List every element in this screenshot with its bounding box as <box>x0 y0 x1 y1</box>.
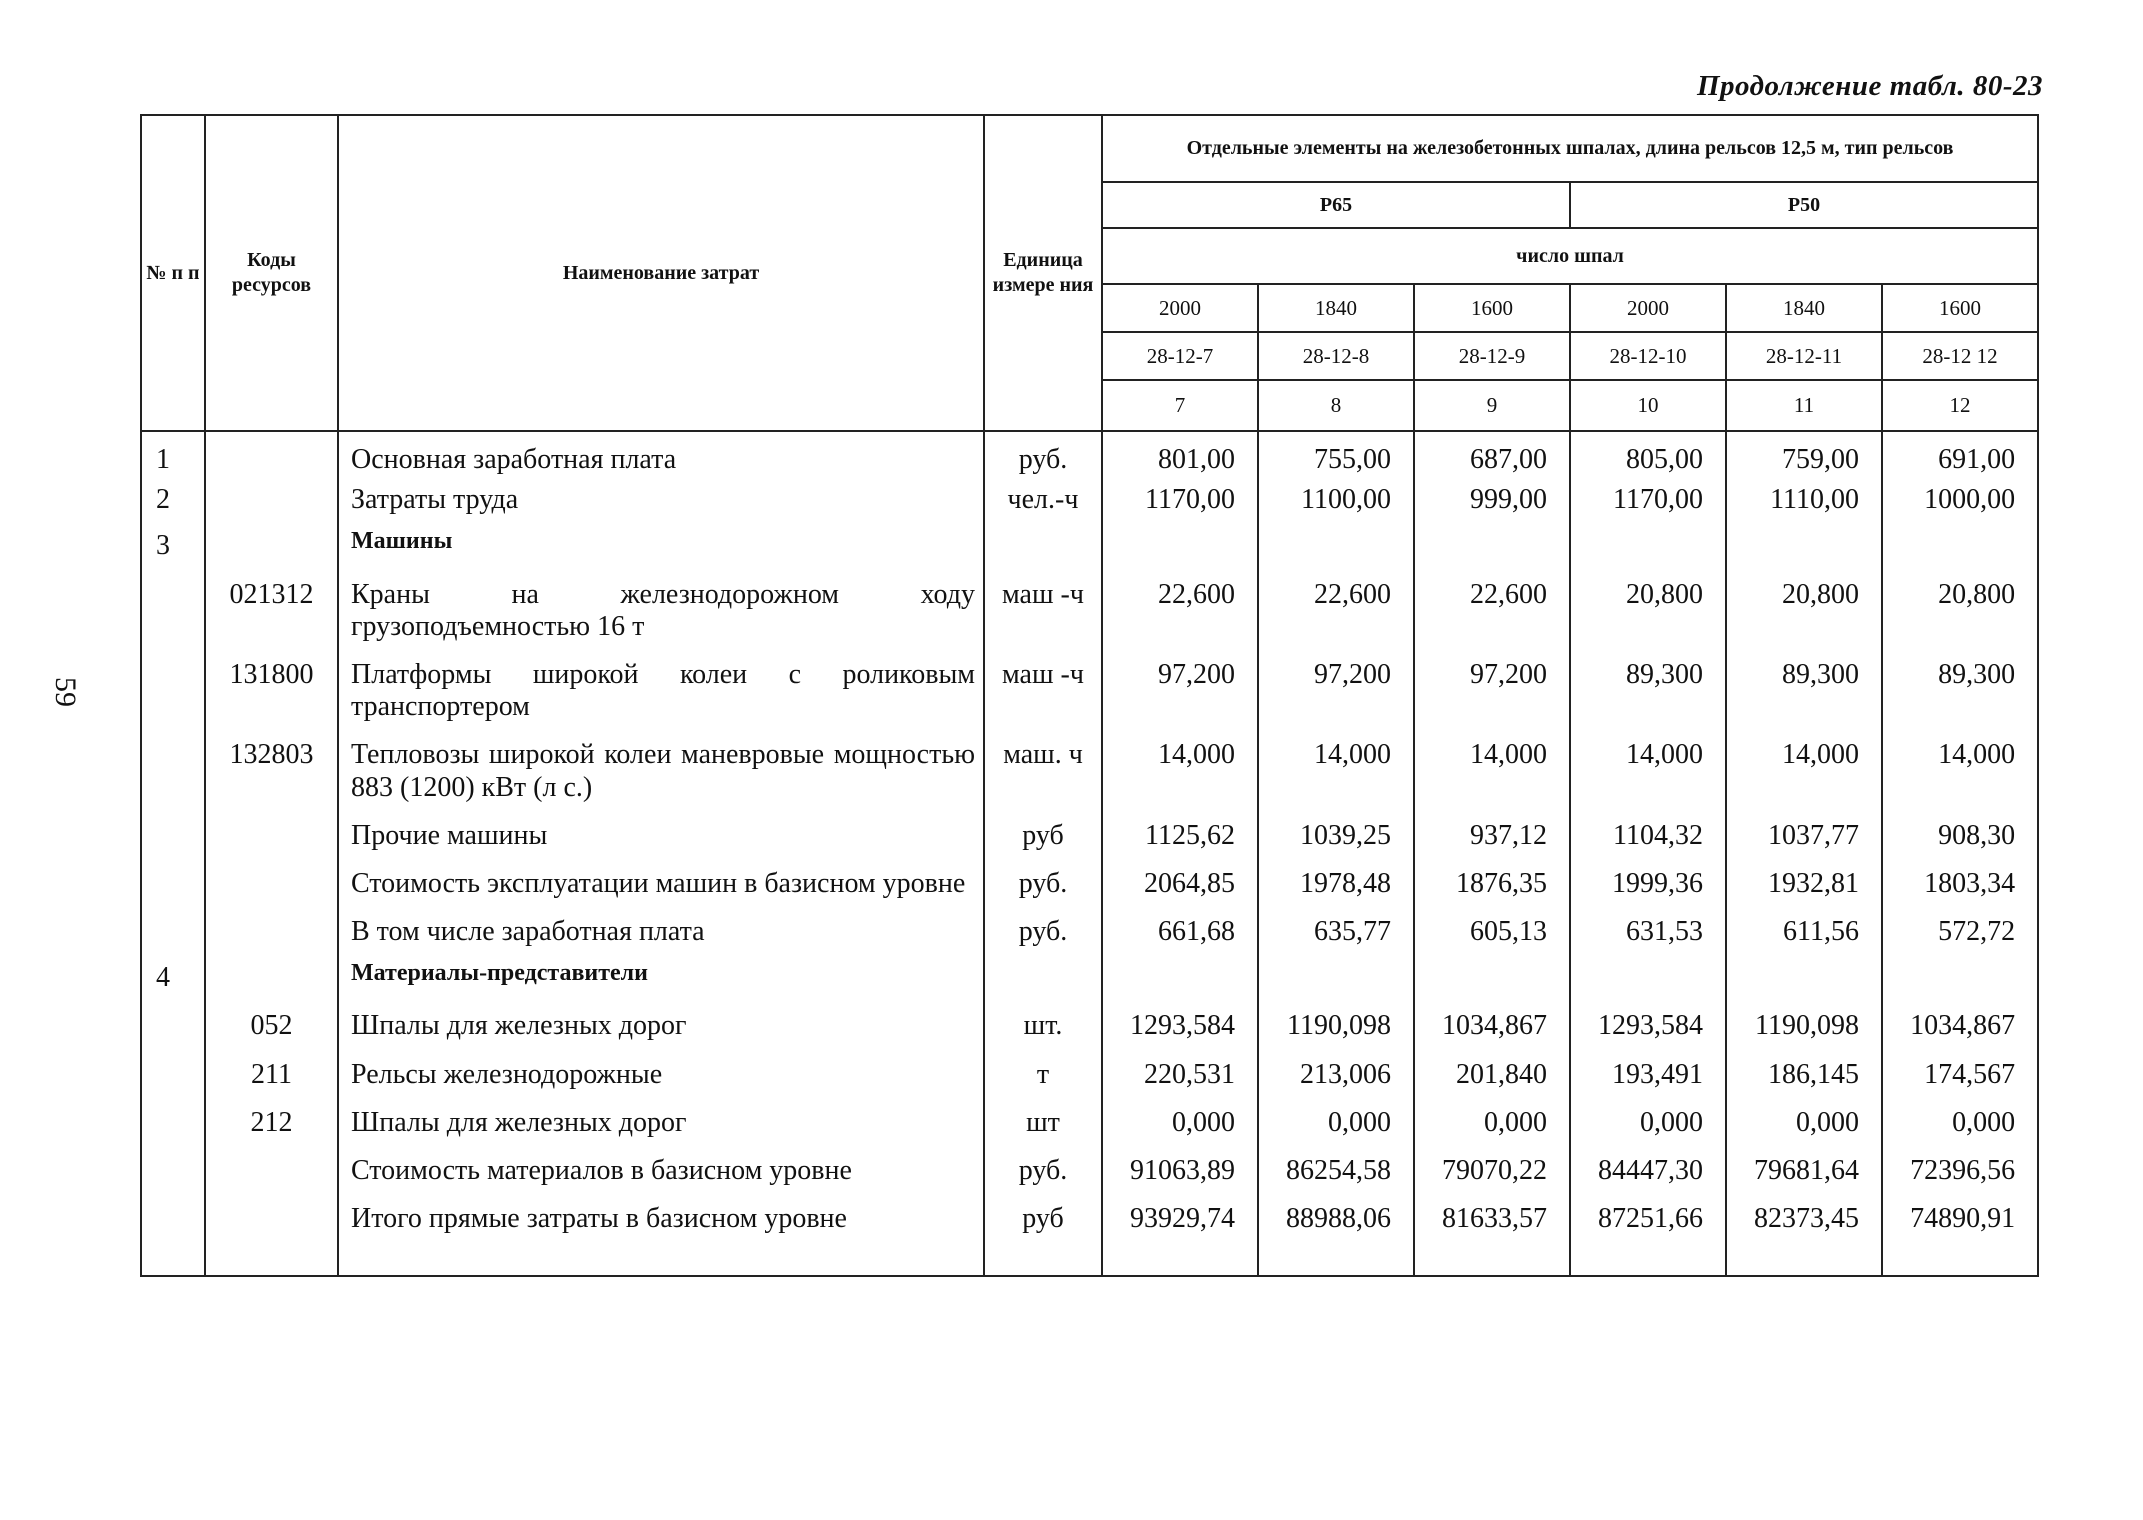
value-cell: 82373,45 <box>1726 1187 1882 1235</box>
value-cell: 1125,62 <box>1102 804 1258 852</box>
value-cell: 14,000 <box>1258 723 1414 803</box>
row-number: 2 <box>141 476 205 516</box>
value-cell: 605,13 <box>1414 900 1570 948</box>
row-number <box>141 1091 205 1139</box>
value-cell: 687,00 <box>1414 431 1570 476</box>
value-cell: 937,12 <box>1414 804 1570 852</box>
header-group: Отдельные элементы на железобетонных шпалах, длина рельсов 12,5 м, тип рельсов <box>1102 115 2038 182</box>
value-cell: 1104,32 <box>1570 804 1726 852</box>
header-col-number: 12 <box>1882 380 2038 431</box>
value-cell: 631,53 <box>1570 900 1726 948</box>
value-cell <box>1102 516 1258 562</box>
value-cell: 89,300 <box>1726 643 1882 723</box>
row-number <box>141 643 205 723</box>
unit-cell: маш. ч <box>984 723 1102 803</box>
value-cell <box>1882 516 2038 562</box>
header-col-number: 11 <box>1726 380 1882 431</box>
value-cell: 84447,30 <box>1570 1139 1726 1187</box>
value-cell <box>1414 516 1570 562</box>
value-cell: 1293,584 <box>1102 994 1258 1042</box>
value-cell: 14,000 <box>1102 723 1258 803</box>
row-number <box>141 1043 205 1091</box>
value-cell: 691,00 <box>1882 431 2038 476</box>
resource-code: 131800 <box>205 643 338 723</box>
cost-item-name: Итого прямые затраты в базисном уровне <box>338 1187 984 1235</box>
value-cell: 908,30 <box>1882 804 2038 852</box>
value-cell: 20,800 <box>1882 563 2038 643</box>
empty-cell <box>1258 1235 1414 1276</box>
value-cell: 0,000 <box>1414 1091 1570 1139</box>
header-estimate-code: 28-12-10 <box>1570 332 1726 380</box>
row-number <box>141 1139 205 1187</box>
cost-item-name: Затраты труда <box>338 476 984 516</box>
value-cell: 0,000 <box>1258 1091 1414 1139</box>
value-cell <box>1414 948 1570 994</box>
table-row <box>141 900 2038 948</box>
table-row <box>141 994 2038 1042</box>
value-cell: 0,000 <box>1726 1091 1882 1139</box>
header-sleepers-label: число шпал <box>1102 228 2038 284</box>
row-number: 3 <box>141 516 205 562</box>
section-title: Машины <box>338 516 984 562</box>
value-cell: 1100,00 <box>1258 476 1414 516</box>
value-cell: 1932,81 <box>1726 852 1882 900</box>
value-cell: 201,840 <box>1414 1043 1570 1091</box>
unit-cell: руб. <box>984 1139 1102 1187</box>
header-estimate-code: 28-12 12 <box>1882 332 2038 380</box>
header-estimate-code: 28-12-7 <box>1102 332 1258 380</box>
resource-code <box>205 1187 338 1235</box>
resource-table <box>140 114 2039 1277</box>
value-cell: 1110,00 <box>1726 476 1882 516</box>
table-row <box>141 643 2038 723</box>
empty-cell <box>1882 1235 2038 1276</box>
value-cell: 22,600 <box>1102 563 1258 643</box>
value-cell: 14,000 <box>1726 723 1882 803</box>
header-sleepers: 2000 <box>1102 284 1258 332</box>
header-name: Наименование затрат <box>338 115 984 431</box>
resource-code <box>205 852 338 900</box>
value-cell: 72396,56 <box>1882 1139 2038 1187</box>
value-cell: 1293,584 <box>1570 994 1726 1042</box>
resource-code: 021312 <box>205 563 338 643</box>
value-cell: 220,531 <box>1102 1043 1258 1091</box>
resource-code <box>205 476 338 516</box>
value-cell: 89,300 <box>1882 643 2038 723</box>
value-cell: 805,00 <box>1570 431 1726 476</box>
value-cell: 97,200 <box>1414 643 1570 723</box>
value-cell <box>1258 516 1414 562</box>
empty-cell <box>1726 1235 1882 1276</box>
value-cell: 14,000 <box>1414 723 1570 803</box>
value-cell: 759,00 <box>1726 431 1882 476</box>
page-number: 59 <box>49 677 82 707</box>
value-cell: 755,00 <box>1258 431 1414 476</box>
header-sleepers: 1840 <box>1258 284 1414 332</box>
unit-cell: чел.-ч <box>984 476 1102 516</box>
table-row <box>141 476 2038 516</box>
header-col-number: 9 <box>1414 380 1570 431</box>
unit-cell: шт. <box>984 994 1102 1042</box>
value-cell: 74890,91 <box>1882 1187 2038 1235</box>
cost-item-name: Шпалы для железных дорог <box>338 1091 984 1139</box>
resource-code: 132803 <box>205 723 338 803</box>
unit-cell: руб. <box>984 852 1102 900</box>
value-cell: 22,600 <box>1258 563 1414 643</box>
table-row <box>141 852 2038 900</box>
table-body <box>141 431 2038 1276</box>
value-cell: 186,145 <box>1726 1043 1882 1091</box>
value-cell: 572,72 <box>1882 900 2038 948</box>
value-cell: 88988,06 <box>1258 1187 1414 1235</box>
value-cell: 1876,35 <box>1414 852 1570 900</box>
header-rail-type: Р65 <box>1102 182 1570 228</box>
header-unit: Единица измере ния <box>984 115 1102 431</box>
header-estimate-code: 28-12-11 <box>1726 332 1882 380</box>
value-cell: 1190,098 <box>1258 994 1414 1042</box>
cost-item-name: Прочие машины <box>338 804 984 852</box>
value-cell: 20,800 <box>1726 563 1882 643</box>
cost-item-name: Тепловозы широкой колеи маневровые мощностью 883 (1200) кВт (л с.) <box>338 723 984 803</box>
resource-code <box>205 804 338 852</box>
value-cell: 86254,58 <box>1258 1139 1414 1187</box>
unit-cell: руб <box>984 1187 1102 1235</box>
empty-cell <box>1414 1235 1570 1276</box>
value-cell <box>1570 948 1726 994</box>
value-cell: 193,491 <box>1570 1043 1726 1091</box>
value-cell: 1190,098 <box>1726 994 1882 1042</box>
header-codes: Коды ресурсов <box>205 115 338 431</box>
value-cell: 93929,74 <box>1102 1187 1258 1235</box>
value-cell: 213,006 <box>1258 1043 1414 1091</box>
header-sleepers: 1600 <box>1882 284 2038 332</box>
value-cell: 20,800 <box>1570 563 1726 643</box>
value-cell: 1978,48 <box>1258 852 1414 900</box>
value-cell: 611,56 <box>1726 900 1882 948</box>
value-cell: 0,000 <box>1570 1091 1726 1139</box>
resource-code <box>205 948 338 994</box>
cost-item-name: Рельсы железнодорожные <box>338 1043 984 1091</box>
cost-item-name: Стоимость материалов в базисном уровне <box>338 1139 984 1187</box>
unit-cell: т <box>984 1043 1102 1091</box>
table-row <box>141 563 2038 643</box>
value-cell: 1000,00 <box>1882 476 2038 516</box>
cost-item-name: Основная заработная плата <box>338 431 984 476</box>
empty-cell <box>984 1235 1102 1276</box>
value-cell: 22,600 <box>1414 563 1570 643</box>
row-number: 1 <box>141 431 205 476</box>
empty-cell <box>338 1235 984 1276</box>
section-title: Материалы-представители <box>338 948 984 994</box>
value-cell: 801,00 <box>1102 431 1258 476</box>
value-cell: 1037,77 <box>1726 804 1882 852</box>
value-cell: 1170,00 <box>1102 476 1258 516</box>
value-cell: 79070,22 <box>1414 1139 1570 1187</box>
value-cell: 2064,85 <box>1102 852 1258 900</box>
resource-code <box>205 516 338 562</box>
row-number: 4 <box>141 948 205 994</box>
cost-item-name: Краны на железнодорожном ходу грузоподъемностью 16 т <box>338 563 984 643</box>
value-cell <box>1726 948 1882 994</box>
header-estimate-code: 28-12-8 <box>1258 332 1414 380</box>
row-number <box>141 900 205 948</box>
value-cell: 1034,867 <box>1414 994 1570 1042</box>
value-cell: 999,00 <box>1414 476 1570 516</box>
resource-code <box>205 431 338 476</box>
table-closing-row <box>141 1235 2038 1276</box>
continuation-title: Продолжение табл. 80-23 <box>1696 70 2043 102</box>
unit-cell: шт <box>984 1091 1102 1139</box>
table-row <box>141 431 2038 476</box>
value-cell <box>1726 516 1882 562</box>
table-header <box>141 115 2038 431</box>
cost-item-name: Стоимость эксплуатации машин в базисном уровне <box>338 852 984 900</box>
value-cell: 1803,34 <box>1882 852 2038 900</box>
value-cell: 97,200 <box>1102 643 1258 723</box>
unit-cell: руб. <box>984 900 1102 948</box>
resource-code <box>205 1139 338 1187</box>
row-number <box>141 563 205 643</box>
unit-cell <box>984 948 1102 994</box>
resource-code <box>205 900 338 948</box>
table-row <box>141 516 2038 562</box>
unit-cell <box>984 516 1102 562</box>
value-cell <box>1258 948 1414 994</box>
resource-code: 211 <box>205 1043 338 1091</box>
value-cell: 635,77 <box>1258 900 1414 948</box>
header-sleepers: 2000 <box>1570 284 1726 332</box>
value-cell: 91063,89 <box>1102 1139 1258 1187</box>
header-no: № п п <box>141 115 205 431</box>
table-row <box>141 1091 2038 1139</box>
unit-cell: маш -ч <box>984 563 1102 643</box>
value-cell <box>1102 948 1258 994</box>
row-number <box>141 852 205 900</box>
table-row <box>141 804 2038 852</box>
cost-item-name: Шпалы для железных дорог <box>338 994 984 1042</box>
row-number <box>141 804 205 852</box>
header-col-number: 10 <box>1570 380 1726 431</box>
value-cell: 81633,57 <box>1414 1187 1570 1235</box>
value-cell: 97,200 <box>1258 643 1414 723</box>
value-cell <box>1882 948 2038 994</box>
empty-cell <box>205 1235 338 1276</box>
value-cell: 14,000 <box>1570 723 1726 803</box>
unit-cell: руб. <box>984 431 1102 476</box>
table-row <box>141 948 2038 994</box>
value-cell: 1999,36 <box>1570 852 1726 900</box>
value-cell: 661,68 <box>1102 900 1258 948</box>
table-row <box>141 1043 2038 1091</box>
value-cell: 0,000 <box>1882 1091 2038 1139</box>
table-row <box>141 1139 2038 1187</box>
empty-cell <box>141 1235 205 1276</box>
empty-cell <box>1102 1235 1258 1276</box>
resource-code: 212 <box>205 1091 338 1139</box>
value-cell: 1039,25 <box>1258 804 1414 852</box>
value-cell: 14,000 <box>1882 723 2038 803</box>
header-estimate-code: 28-12-9 <box>1414 332 1570 380</box>
header-sleepers: 1840 <box>1726 284 1882 332</box>
value-cell: 0,000 <box>1102 1091 1258 1139</box>
table-row <box>141 1187 2038 1235</box>
header-col-number: 7 <box>1102 380 1258 431</box>
unit-cell: маш -ч <box>984 643 1102 723</box>
header-rail-type: Р50 <box>1570 182 2038 228</box>
row-number <box>141 994 205 1042</box>
value-cell: 79681,64 <box>1726 1139 1882 1187</box>
value-cell: 87251,66 <box>1570 1187 1726 1235</box>
value-cell: 1034,867 <box>1882 994 2038 1042</box>
unit-cell: руб <box>984 804 1102 852</box>
value-cell: 174,567 <box>1882 1043 2038 1091</box>
value-cell: 1170,00 <box>1570 476 1726 516</box>
row-number <box>141 1187 205 1235</box>
resource-code: 052 <box>205 994 338 1042</box>
value-cell: 89,300 <box>1570 643 1726 723</box>
table-row <box>141 723 2038 803</box>
header-sleepers: 1600 <box>1414 284 1570 332</box>
cost-item-name: В том числе заработная плата <box>338 900 984 948</box>
row-number <box>141 723 205 803</box>
value-cell <box>1570 516 1726 562</box>
empty-cell <box>1570 1235 1726 1276</box>
cost-item-name: Платформы широкой колеи с роликовым транспортером <box>338 643 984 723</box>
header-col-number: 8 <box>1258 380 1414 431</box>
